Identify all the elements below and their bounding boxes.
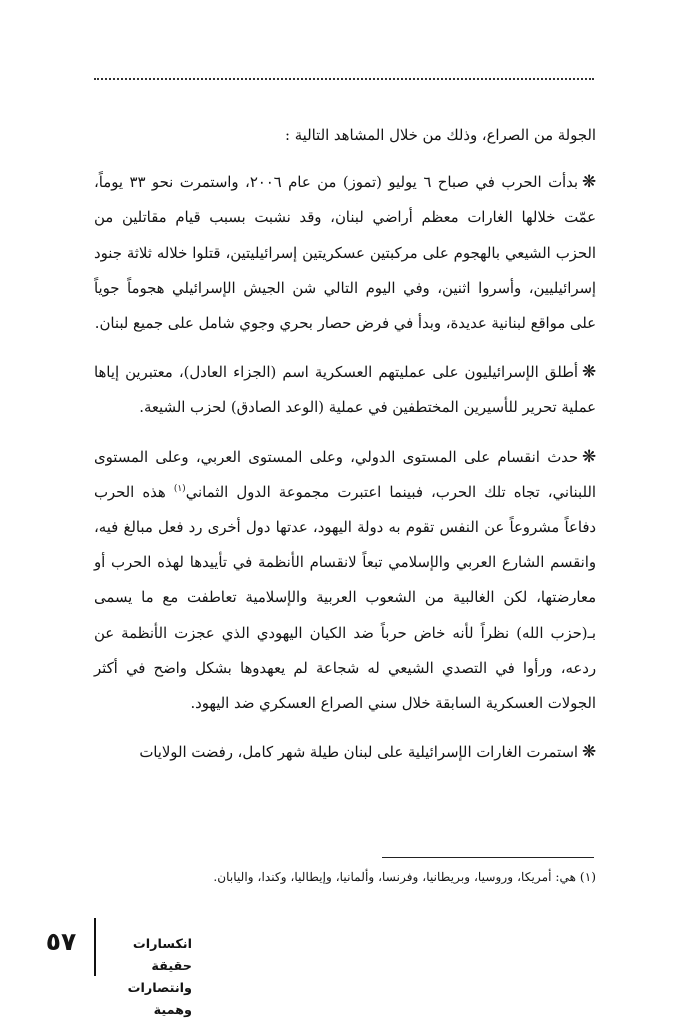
paragraph-text: استمرت الغارات الإسرائيلية على لبنان طيلة شهر كامل، رفضت الولايات [139,744,579,762]
bullet-star-icon: ❋ [582,362,596,383]
footer-divider [94,918,96,976]
paragraph-text: حدث انقسام على المستوى الدولي، وعلى المستوى العربي، وعلى المستوى اللبناني، تجاه تلك الحرب، فبينما اعتبرت مجموعة الدول الثماني [94,448,596,501]
intro-line: الجولة من الصراع، وذلك من خلال المشاهد التالية : [285,127,596,144]
dotted-header-rule [94,78,594,80]
paragraph-text: هذه الحرب دفاعاً مشروعاً عن النفس تقوم به دولة اليهود، عدتها دول أخرى رد فعل مبالغ فيه، وانقسم الشارع العربي والإسلامي تبعاً لانقسام الأنظمة في تأييدها لهذه الحرب أو معارضتها، لكن الغالبية من الشعوب العربية والإسلامية تعاطفت مع ما يسمى بـ(حزب الله) نظراً لأنه خاض حرباً ضد الكيان اليهودي الذي عجزت الأنظمة عن ردعه، ورأوا في التصدي الشيعي له شجاعة لم يعهدوها بشكل واضح في أكثر الجولات العسكرية السابقة خلال سني الصراع العسكري ضد اليهود. [94,483,596,713]
footnote: (١) هي: أمريكا، وروسيا، وبريطانيا، وفرنسا، وألمانيا، وإيطاليا، وكندا، واليابان. [213,870,596,884]
footnote-separator [382,857,594,858]
running-footer-title [102,934,192,1022]
bullet-star-icon: ❋ [582,446,596,467]
paragraph-text: بدأت الحرب في صباح ٦ يوليو (تموز) من عام ٢٠٠٦، واستمرت نحو ٣٣ يوماً، عمّت خلالها الغارات معظم أراضي لبنان، وقد نشبت بسبب قيام مقاتلين من الحزب الشيعي بالهجوم على مركبتين عسكريتين إسرائيليتين، قتلوا خلاله ثلاثة جنود إسرائيليين، وأسروا اثنين، وفي اليوم التالي شن الجيش الإسرائيلي هجوماً جوياً على مواقع لبنانية عديدة، وبدأ في فرض حصار بحري وجوي شامل على جميع لبنان. [94,174,596,333]
paragraph-operation-name [94,355,596,425]
footnote-reference: (١) [173,483,186,494]
body-text [94,118,596,784]
footer-title-line-2: وانتصارات وهمية [127,981,192,1018]
page-number: ٥٧ [45,927,77,956]
bullet-star-icon: ❋ [582,742,596,763]
paragraph-text: أطلق الإسرائيليون على عمليتهم العسكرية اسم (الجزاء العادل)، معتبرين إياها عملية تحرير للأسيرين المختطفين في عملية (الوعد الصادق) لحزب الشيعة. [94,364,596,417]
paragraph-continued-raids [94,735,596,770]
paragraph-war-start [94,165,596,341]
bullet-star-icon: ❋ [582,172,596,193]
paragraph-division [94,440,596,722]
footer-title-line-1: انكسارات حقيقة [132,937,192,974]
